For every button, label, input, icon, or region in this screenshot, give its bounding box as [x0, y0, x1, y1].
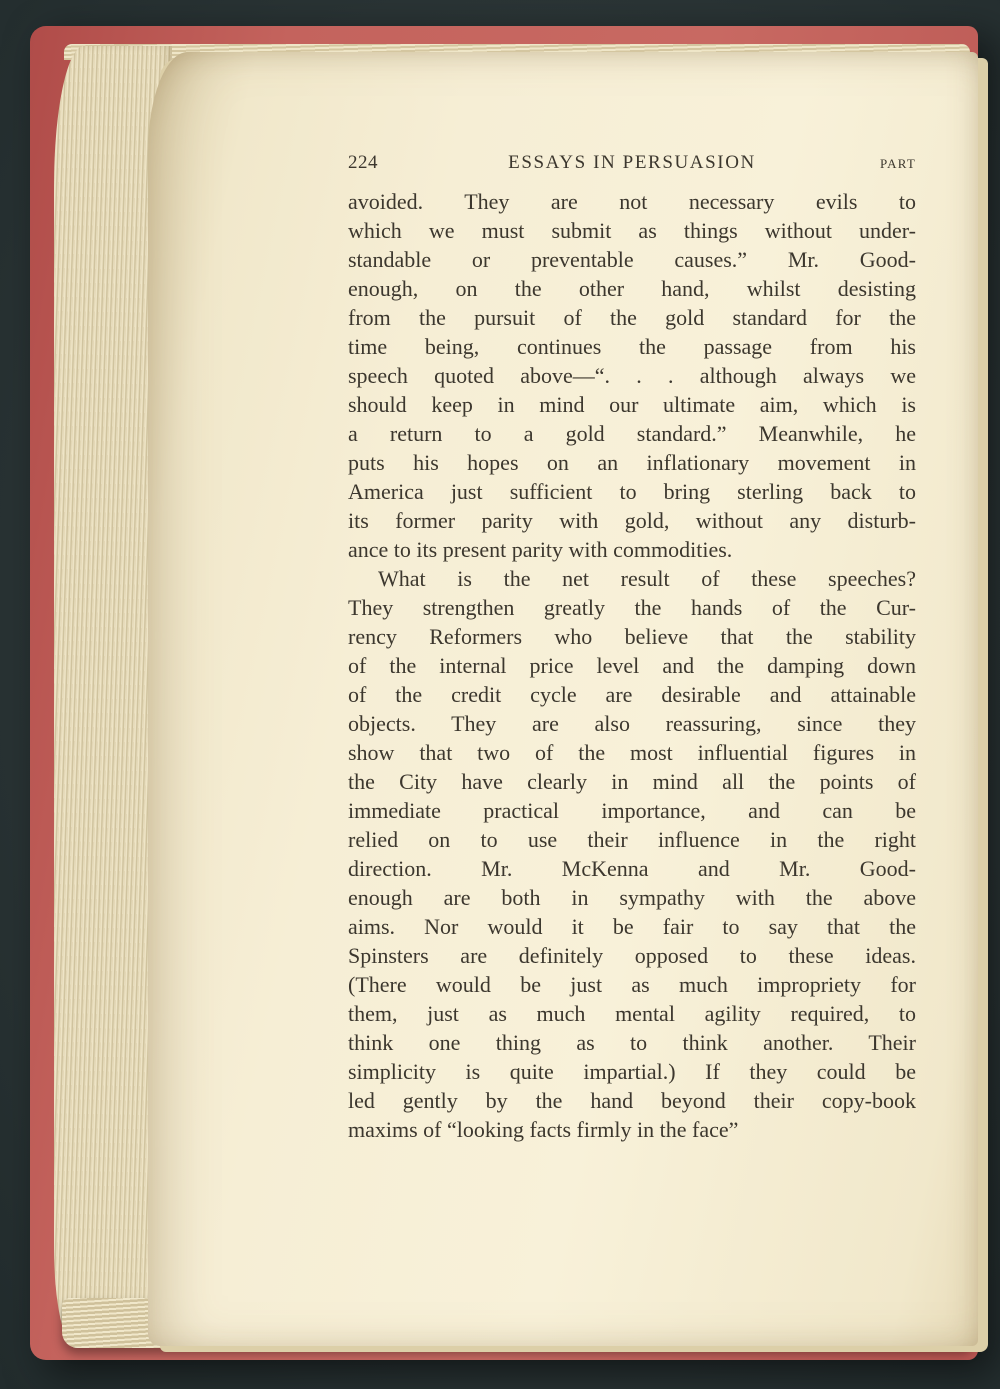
text-line: should keep in mind our ultimate aim, which is [348, 392, 916, 417]
text-line: of the credit cycle are desirable and attainable [348, 682, 916, 707]
page-number: 224 [348, 152, 378, 173]
text-line: simplicity is quite impartial.) If they could be [348, 1059, 916, 1084]
running-title: ESSAYS IN PERSUASION [508, 152, 756, 173]
text-line: (There would be just as much impropriety for [348, 972, 916, 997]
body-text [348, 187, 916, 1144]
text-line: immediate practical importance, and can be [348, 798, 916, 823]
text-line: from the pursuit of the gold standard for the [348, 305, 916, 330]
text-line: relied on to use their influence in the right [348, 827, 916, 852]
paragraph [348, 187, 916, 564]
text-line: enough are both in sympathy with the above [348, 885, 916, 910]
text-line: puts his hopes on an inflationary movement in [348, 450, 916, 475]
text-line: think one thing as to think another. Their [348, 1030, 916, 1055]
text-line: America just sufficient to bring sterling back to [348, 479, 916, 504]
text-line: speech quoted above—“. . . although always we [348, 363, 916, 388]
text-line: led gently by the hand beyond their copy-book [348, 1088, 916, 1113]
text-line: Spinsters are definitely opposed to these ideas. [348, 943, 916, 968]
page-header [348, 152, 916, 174]
text-line: its former parity with gold, without any disturb- [348, 508, 916, 533]
text-line: standable or preventable causes.” Mr. Good- [348, 247, 916, 272]
paragraph [348, 564, 916, 1144]
text-line: avoided. They are not necessary evils to [348, 189, 916, 214]
text-line: which we must submit as things without under- [348, 218, 916, 243]
text-line: direction. Mr. McKenna and Mr. Good- [348, 856, 916, 881]
text-line: show that two of the most influential figures in [348, 740, 916, 765]
text-line: of the internal price level and the damping down [348, 653, 916, 678]
text-line: objects. They are also reassuring, since they [348, 711, 916, 736]
text-line: ance to its present parity with commodities. [348, 537, 733, 562]
text-line: rency Reformers who believe that the stability [348, 624, 916, 649]
text-line: a return to a gold standard.” Meanwhile, he [348, 421, 916, 446]
text-line: them, just as much mental agility required, to [348, 1001, 916, 1026]
part-label: PART [879, 156, 916, 171]
text-line: What is the net result of these speeches? [378, 566, 916, 591]
text-line: enough, on the other hand, whilst desisting [348, 276, 916, 301]
text-block [348, 152, 916, 1144]
text-line: time being, continues the passage from his [348, 334, 916, 359]
text-line: They strengthen greatly the hands of the Cur- [348, 595, 916, 620]
book-page [148, 52, 978, 1346]
text-line: maxims of “looking facts firmly in the face” [348, 1117, 739, 1142]
text-line: aims. Nor would it be fair to say that the [348, 914, 916, 939]
text-line: the City have clearly in mind all the points of [348, 769, 916, 794]
